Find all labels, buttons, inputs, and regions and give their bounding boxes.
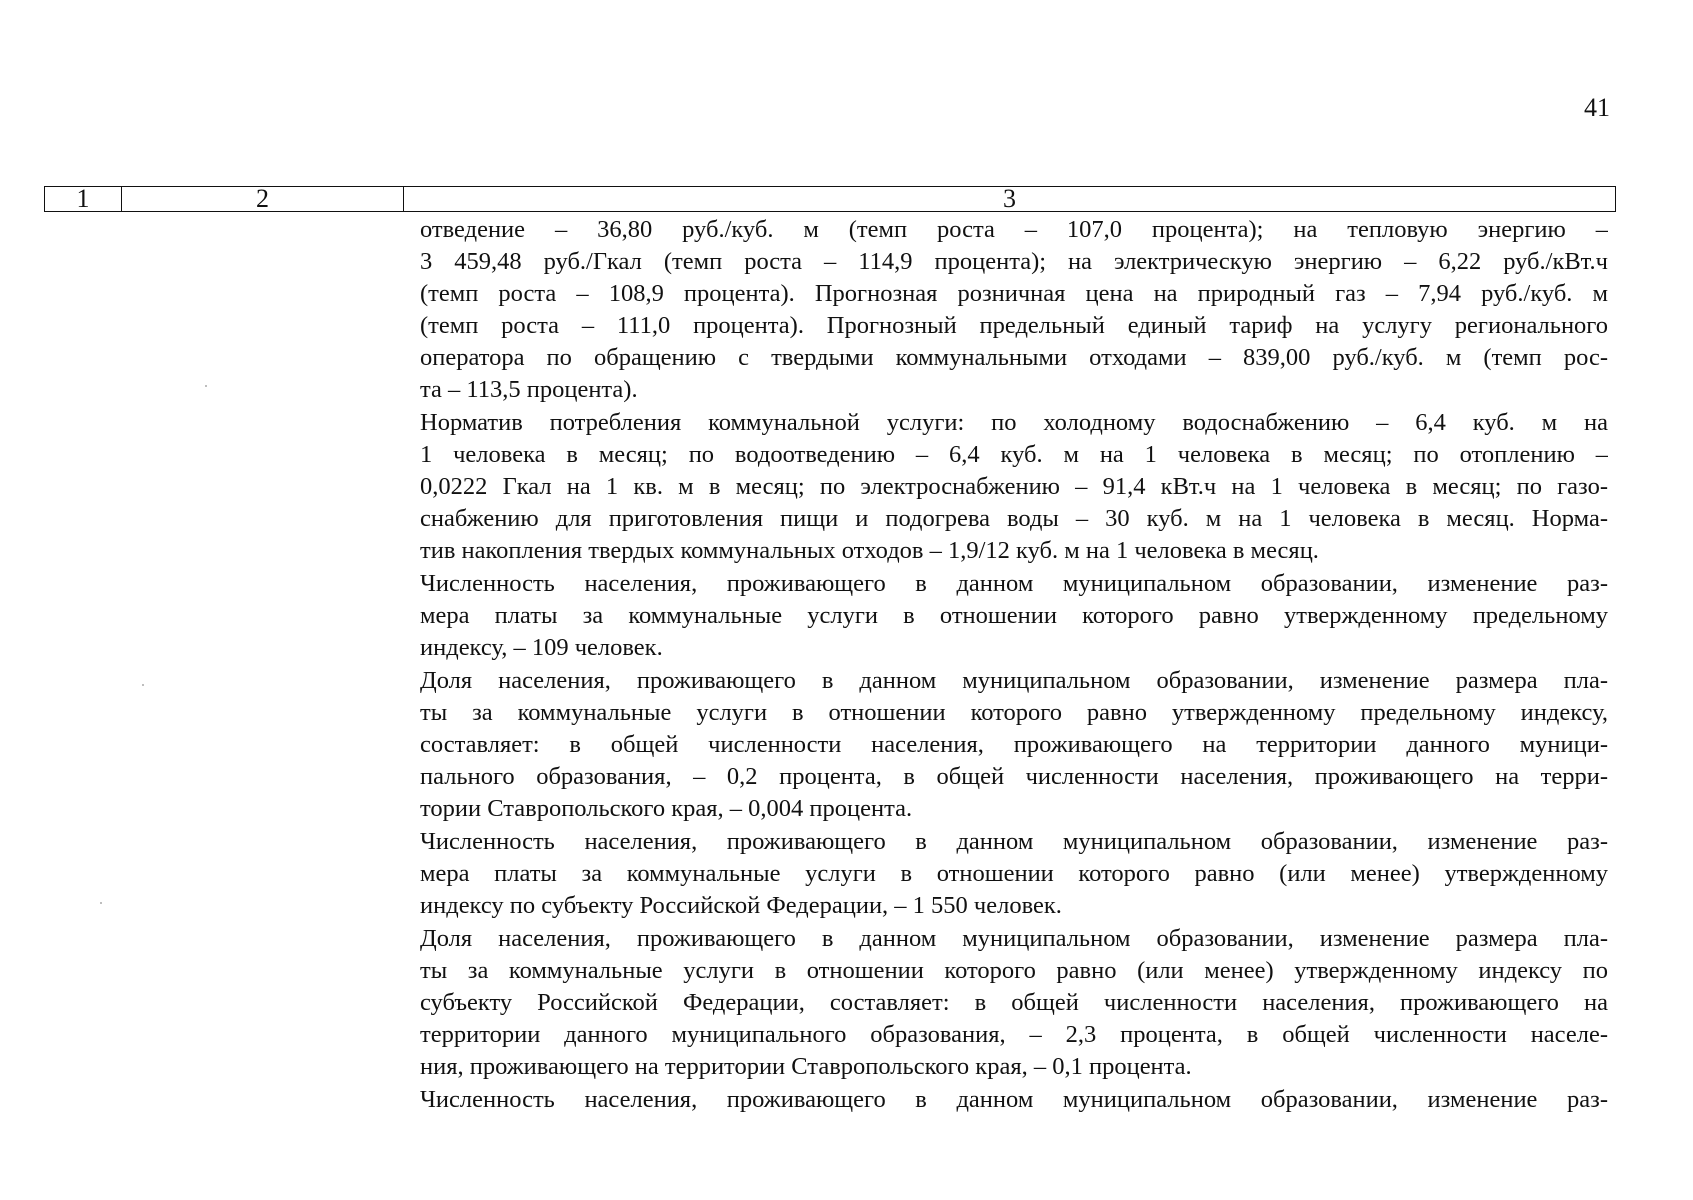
text-line: оператора по обращению с твердыми коммунальными отходами – 839,00 руб./куб. м (темп рос- <box>420 344 1608 371</box>
paragraph-population-continued <box>420 1084 1608 1116</box>
text-line: мера платы за коммунальные услуги в отношении которого равно утвержденному предельному <box>420 602 1608 629</box>
scan-speck <box>205 385 207 387</box>
text-line: индексу, – 109 человек. <box>420 634 663 661</box>
document-body-column-3 <box>420 214 1608 1116</box>
paragraph-share-subject-index <box>420 923 1608 1083</box>
page-number: 41 <box>1584 93 1610 122</box>
text-line: снабжению для приготовления пищи и подогрева воды – 30 куб. м на 1 человека в месяц. Норма- <box>420 505 1608 532</box>
text-line: 3 459,48 руб./Гкал (темп роста – 114,9 процента); на электрическую энергию – 6,22 руб./кВт.ч <box>420 248 1608 275</box>
text-line: Доля населения, проживающего в данном муниципальном образовании, изменение размера пла- <box>420 667 1608 694</box>
text-line: ты за коммунальные услуги в отношении которого равно (или менее) утвержденному индексу по <box>420 957 1608 984</box>
text-line: ния, проживающего на территории Ставропольского края, – 0,1 процента. <box>420 1053 1192 1080</box>
column-number-2: 2 <box>122 187 404 211</box>
text-line: ты за коммунальные услуги в отношении которого равно утвержденному предельному индексу, <box>420 699 1608 726</box>
paragraph-population-subject-index <box>420 826 1608 922</box>
text-line: территории данного муниципального образования, – 2,3 процента, в общей численности населе- <box>420 1021 1608 1048</box>
text-line: Численность населения, проживающего в данном муниципальном образовании, изменение раз- <box>420 1086 1608 1113</box>
table-column-header-row <box>44 186 1616 212</box>
paragraph-population-limit-index <box>420 568 1608 664</box>
text-line: составляет: в общей численности населения, проживающего на территории данного муници- <box>420 731 1608 758</box>
text-line: 0,0222 Гкал на 1 кв. м в месяц; по электроснабжению – 91,4 кВт.ч на 1 человека в месяц; по газо- <box>420 473 1608 500</box>
text-line: Доля населения, проживающего в данном муниципальном образовании, изменение размера пла- <box>420 925 1608 952</box>
text-line: (темп роста – 108,9 процента). Прогнозная розничная цена на природный газ – 7,94 руб./куб. м <box>420 280 1608 307</box>
text-line: Численность населения, проживающего в данном муниципальном образовании, изменение раз- <box>420 828 1608 855</box>
text-line: пального образования, – 0,2 процента, в общей численности населения, проживающего на терри- <box>420 763 1608 790</box>
text-line: Норматив потребления коммунальной услуги: по холодному водоснабжению – 6,4 куб. м на <box>420 409 1608 436</box>
text-line: та – 113,5 процента). <box>420 376 638 403</box>
text-line: тории Ставропольского края, – 0,004 процента. <box>420 795 913 822</box>
text-line: отведение – 36,80 руб./куб. м (темп роста – 107,0 процента); на тепловую энергию – <box>420 216 1608 243</box>
paragraph-consumption-norms <box>420 407 1608 567</box>
column-number-1: 1 <box>45 187 122 211</box>
text-line: индексу по субъекту Российской Федерации, – 1 550 человек. <box>420 892 1062 919</box>
text-line: 1 человека в месяц; по водоотведению – 6,4 куб. м на 1 человека в месяц; по отоплению – <box>420 441 1608 468</box>
column-number-3: 3 <box>1003 184 1016 213</box>
text-line: Численность населения, проживающего в данном муниципальном образовании, изменение раз- <box>420 570 1608 597</box>
scan-speck <box>142 684 144 686</box>
text-line: тив накопления твердых коммунальных отходов – 1,9/12 куб. м на 1 человека в месяц. <box>420 537 1319 564</box>
text-line: мера платы за коммунальные услуги в отношении которого равно (или менее) утвержденному <box>420 860 1608 887</box>
paragraph-share-limit-index <box>420 665 1608 825</box>
scan-speck <box>100 902 102 904</box>
text-line: (темп роста – 111,0 процента). Прогнозный предельный единый тариф на услугу регионального <box>420 312 1608 339</box>
paragraph-tariffs <box>420 214 1608 406</box>
text-line: субъекту Российской Федерации, составляет: в общей численности населения, проживающего на <box>420 989 1608 1016</box>
